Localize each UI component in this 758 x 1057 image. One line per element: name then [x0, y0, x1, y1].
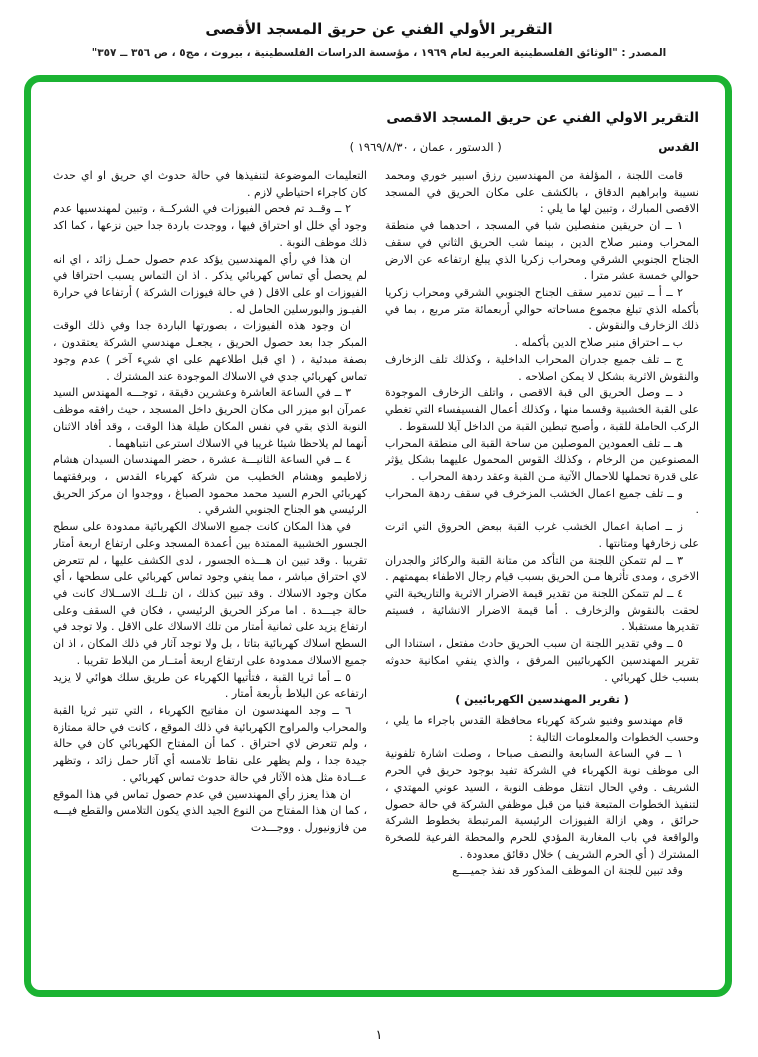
paragraph: ٢ ــ أ ــ تبين تدمير سقف الجناح الجنوبي الشرقي ومحراب زكريا بأكمله الذي تبلغ مجموع مساحاته حوالي أربعمائة متر مربع ، بما في ذلك الزخارف والنقوش .	[385, 286, 699, 333]
paragraph: ب ــ احتراق منبر صلاح الدين بأكمله .	[514, 336, 683, 350]
dateline-reference: ( الدستور ، عمان ، ١٩٦٩/٨/٣٠ )	[349, 140, 502, 154]
page-title: التقرير الأولي الفني عن حريق المسجد الأقصى	[205, 20, 553, 38]
paragraph: و ــ تلف جميع اعمال الخشب المزخرف في سقف ردهة المحراب .	[385, 486, 699, 517]
page-number: ١	[375, 1028, 383, 1043]
dateline	[53, 140, 699, 154]
paragraph: ٢ ــ وقــد تم فحص الفيوزات في الشركــة ، وتبين لمهندسيها عدم وجود أي خلل او احتراق فيها ، ووجدت باردة جدا حين نزعها ، كما اكد ذلك موظف النوبة .	[53, 202, 367, 249]
paragraph: هـ ــ تلف العمودين الموصلين من ساحة القبة الى منطقة المحراب المصنوعين من الرخام ، وكذلك القوس المحمول عليهما بشكل يؤثر على قدرة تحملها للاحمال الآتية مـن القبة وعقد ردهة المحراب .	[385, 436, 699, 483]
paragraph: ٣ ــ في الساعة العاشرة وعشرين دقيقة ، توجـــه المهندس السيد عمرآن ابو ميزر الى مكان الحريق داخل المسجد ، حيث رافقه موظف النوبة الذي بقي في نفس المكان طيلة هذا الوقت ، وقد أفاد الاثنان أنهما لم يلاحظا شيئا غريبا في الاسلاك استرعى انتباههما .	[53, 386, 367, 450]
paragraph: ان هذا يعزز رأي المهندسين في عدم حصول تماس في هذا الموقع ، كما ان هذا المفتاح من النوع الجيد الذي يكون التلامس والقطع فيـــه من فازونيورل . ووجـــدت	[53, 787, 367, 835]
paragraph: وقد تبين للجنة ان الموظف المذكور قد نفذ جميــــع	[452, 864, 683, 878]
document-frame	[24, 75, 732, 997]
column-right	[385, 168, 699, 880]
column-left	[53, 168, 367, 837]
paragraph: قام مهندسو وفنيو شركة كهرباء محافظة القدس باجراء ما يلي ، وحسب الخطوات والمعلومات التالية :	[385, 714, 699, 744]
paragraph: ٦ ــ وجد المهندسون ان مفاتيح الكهرباء ، التي تنير ثريا القبة والمحراب والمراوح الكهربائية في ذلك الموقع ، كانت في حالة ممتازة ، ولم تتعرض لاي احتراق . كما أن المفتاح الكهربائي كان في حالة جيدة جدا ، ولم يظهر على نقاط تلامسه أي آثار حمل زائد ، وتظهر عـــادة مثل هذه الآثار في حالة حدوث تماس كهربائي .	[53, 704, 367, 784]
source-citation: المصدر : "الوثائق الفلسطينية العربية لعام ١٩٦٩ ، مؤسسة الدراسات الفلسطينية ، بيروت ، مج٥ ، ص ٣٥٦ ــ ٣٥٧"	[91, 47, 667, 59]
paragraph: ١ ــ ان حريقين منفصلين شبا في المسجد ، احدهما في منطقة المحراب ومنبر صلاح الدين ، بينما شب الحريق الثاني في سقف الجناح الجنوبي الشرقي ومحراب زكريا الذي يبلغ ارتفاعه عن الارض حوالي خمسة عشر مترا .	[385, 219, 699, 283]
paragraph: ٤ ــ في الساعة الثانيـــة عشرة ، حضر المهندسان السيدان هشام زلاطيمو وهشام الخطيب من شركة كهرباء القدس ، وبرفقتهما كهربائي الحرم السيد محمد محمود الصباغ ، ووجدوا ان مركز الحريق الرئيسي هو الجناح الجنوبي الشرقي .	[53, 453, 367, 517]
paragraph: قامت اللجنة ، المؤلفة من المهندسين رزق اسبير خوري ومحمد نسيبة وابراهيم الدقاق ، بالكشف على مكان الحريق في المسجد الاقصى المبارك ، وتبين لها ما يلي :	[385, 169, 699, 216]
paragraph: ٣ ــ لم تتمكن اللجنة من التأكد من متانة القبة والركائز والجدران الاخرى ، ومدى تأثرها مـن الحريق بسبب قيام رجال الاطفاء بمهمتهم .	[385, 553, 699, 584]
paragraph: ز ــ اصابة اعمال الخشب غرب القبة ببعض الحروق التي اثرت على زخارفها ومتانتها .	[385, 520, 699, 550]
paragraph: ( تقرير المهندسين الكهربائيين )	[455, 693, 629, 707]
paragraph: ج ــ تلف جميع جدران المحراب الداخلية ، وكذلك تلف الزخارف والنقوش الاثرية بشكل لا يمكن اصلاحه .	[385, 352, 699, 383]
paragraph: ٥ ــ وفي تقدير اللجنة ان سبب الحريق حادث مفتعل ، استنادا الى تقرير المهندسين الكهربائيين المرفق ، والذي ينفي امكانية حدوثه بسبب خلل كهربائي .	[385, 637, 699, 684]
paragraph: في هذا المكان كانت جميع الاسلاك الكهربائية ممدودة على سطح الجسور الخشبية الممتدة بين أعمدة المسجد وعلى ارتفاع اربعة أمتار تقريبا . وقد تبين ان هـــذه الجسور ، لدى الكشف عليها ، لم تتعرض لاي احتراق مباشر ، مما ينفي وجود تماس كهربائي على سطحها ، أي مكان وجود الاسلاك . وقد تبين كذلك ، ان تلــك الاســلاك كانت في حالة جيـــدة . اما مركز الحريق الرئيسي ، فكان في السقف وعلى ارتفاع يزيد على ثمانية أمتار من تلك الاسلاك على الاقل . ولا توجد في السطح اسلاك كهربائية بتاتا ، بل ولا توجد آثار في ذلك المكان ، اذ ان جميع الاسلاك ممدودة على ارتفاع اربعة أمتــار من البلاط تقريبا .	[53, 520, 367, 667]
dateline-city: القدس	[658, 140, 699, 154]
document-heading: التقرير الاولي الفني عن حريق المسجد الاقصى	[386, 110, 699, 126]
paragraph: التعليمات الموضوعة لتنفيذها في حالة حدوث اي حريق او اي حدث كان كاجراء احتياطي لازم .	[53, 169, 367, 199]
paragraph: ان وجود هذه الفيوزات ، بصورتها الباردة جدا وفي ذلك الوقت المبكر جدا بعد حصول الحريق ، يجعـل مهندسي الشركة يعتقدون ، بصفة مبدئية ، ( اي قبل اطلاعهم على اي شيء آخر ) عدم وجود تماس كهربائي جدي في الاسلاك الموجودة عند المشترك .	[53, 319, 367, 383]
paragraph: ١ ــ في الساعة السابعة والنصف صباحا ، وصلت اشارة تلفونية الى موظف نوبة الكهرباء في الشركة تفيد بوجود حريق في الحرم الشريف . وفي الحال انتقل موظف النوبة ، السيد عوني المهتدي ، لتنفيذ الخطوات المتبعة فنيا من قبل موظفي الشركة في حالة حصول حرائق ، وهي ازالة الفيوزات الرئيسية المرتبطة بخطوط الشركة والواقعة في باب المغاربة المؤدي للحرم والمحطة الفرعية للصخرة المشترك ( أي الحرم الشريف ) خلال دقائق معدودة .	[385, 747, 699, 861]
paragraph: ان هذا في رأي المهندسين يؤكد عدم حصول حمـل زائد ، اي انه لم يحصل أي تماس كهربائي يذكر . اذ ان التماس يسبب احتراقا في الفيوزات او على الاقل ( في حالة فيوزات الشركة ) أرتفاعا في حرارة الفيـوز والبورسلين الحامل له .	[53, 252, 367, 316]
text-columns	[53, 168, 699, 880]
paragraph: ٥ ــ أما ثريا القبة ، فتأتيها الكهرباء عن طريق سلك هوائي لا يزيد ارتفاعه عن البلاط بأربعة أمتار .	[53, 670, 367, 701]
paragraph: ٤ ــ لم تتمكن اللجنة من تقدير قيمة الاضرار الاثرية والتاريخية التي لحقت بالنقوش والزخارف . أما قيمة الاضرار الانشائية ، فسيتم تقديرها مستقبلا .	[385, 586, 699, 634]
paragraph: د ــ وصل الحريق الى قبة الاقصى ، واتلف الزخارف الموجودة على القبة الخشبية وقسما منها ، وكذلك أعمال الفسيفساء التي تغطي الركب الحاملة للقبة ، وأصبح تبطين القبة من الداخل آيلا للسقوط .	[385, 386, 699, 433]
